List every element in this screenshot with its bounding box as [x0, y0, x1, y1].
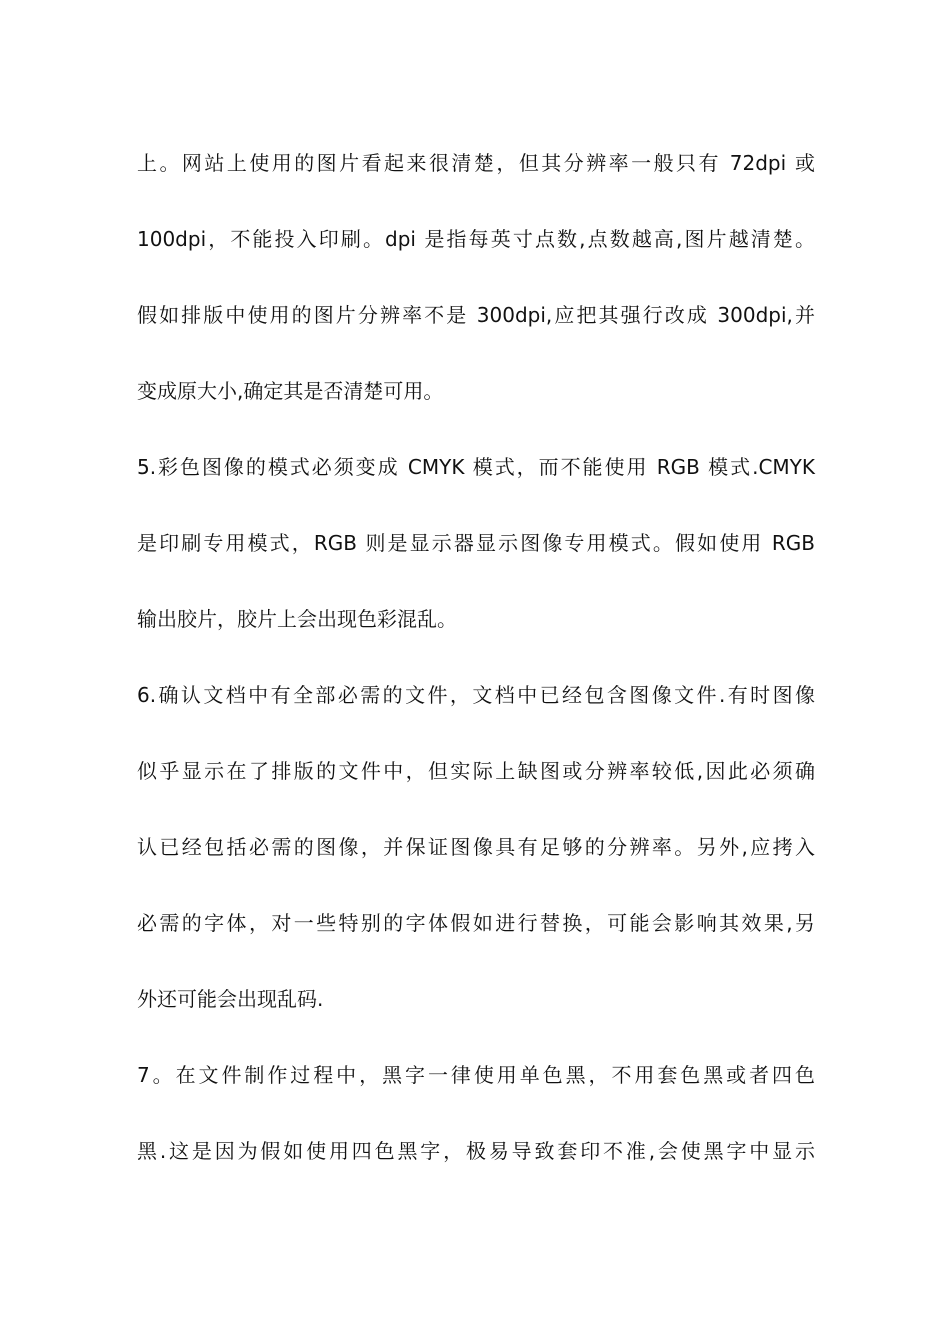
text-line: 黑.这是因为假如使用四色黑字，极易导致套印不准,会使黑字中显示 — [137, 1139, 815, 1163]
text-line: 必需的字体，对一些特别的字体假如进行替换，可能会影响其效果,另 — [137, 911, 815, 935]
text-line: 认已经包括必需的图像，并保证图像具有足够的分辨率。另外,应拷入 — [137, 835, 815, 859]
text-line: 假如排版中使用的图片分辨率不是 300dpi,应把其强行改成 300dpi,并 — [137, 303, 815, 327]
text-line: 100dpi，不能投入印刷。dpi 是指每英寸点数,点数越高,图片越清楚。 — [137, 227, 815, 251]
text-line: 输出胶片，胶片上会出现色彩混乱。 — [137, 607, 457, 631]
text-line: 外还可能会出现乱码. — [137, 987, 324, 1011]
text-line: 7。在文件制作过程中，黑字一律使用单色黑，不用套色黑或者四色 — [137, 1063, 815, 1087]
text-line: 变成原大小,确定其是否清楚可用。 — [137, 379, 444, 403]
text-line: 是印刷专用模式，RGB 则是显示器显示图像专用模式。假如使用 RGB — [137, 531, 815, 555]
text-line: 6.确认文档中有全部必需的文件，文档中已经包含图像文件.有时图像 — [137, 683, 815, 707]
document-body — [137, 142, 815, 1206]
text-line: 上。网站上使用的图片看起来很清楚，但其分辨率一般只有 72dpi 或 — [137, 151, 815, 175]
text-line: 似乎显示在了排版的文件中，但实际上缺图或分辨率较低,因此必须确 — [137, 759, 815, 783]
text-line: 5.彩色图像的模式必须变成 CMYK 模式，而不能使用 RGB 模式.CMYK — [137, 455, 815, 479]
